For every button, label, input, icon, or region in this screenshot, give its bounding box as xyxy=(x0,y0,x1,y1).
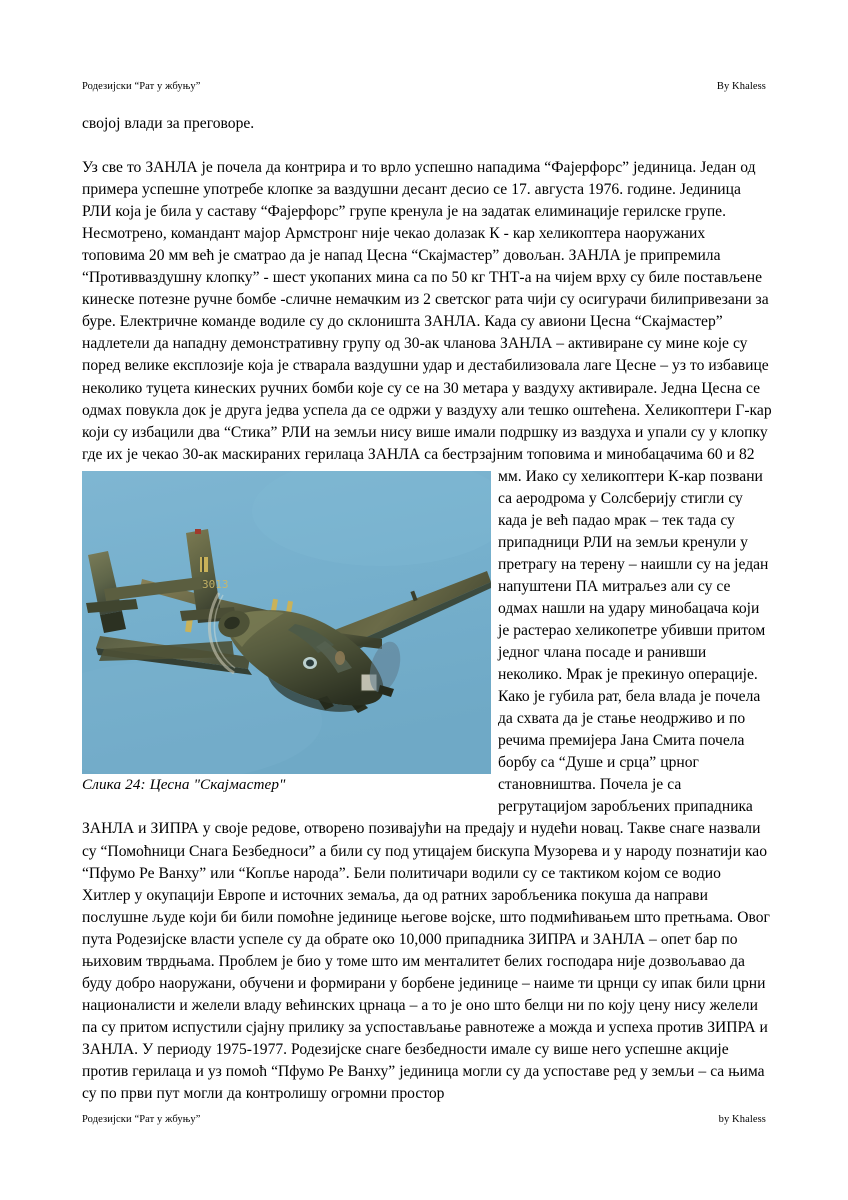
running-footer-title: Родезијски “Рат у жбуњу” xyxy=(82,1114,201,1125)
main-paragraph xyxy=(82,157,772,1105)
running-header-author: By Khaless xyxy=(716,81,766,92)
figure-image xyxy=(82,471,491,774)
main-paragraph-part-2: бестрзајним топовима и минобацачима 60 и 82 мм. Иако су хеликоптери К-кар позвани са аеродрома у Солсберију стигли су када је већ падао мрак – тек тада су припадници РЛИ на земљи кренули у претрагу на терену – наишли су на један напуштени ПА митраљез али су се одмах нашли на удару минобацача који је растерао хеликопетре убивши притом једног члана посаде и ранивши неколико. Мрак је прекинуо операције. xyxy=(442,445,769,684)
running-header-title: Родезијски “Рат у жбуњу” xyxy=(82,81,201,92)
document-body xyxy=(82,113,772,1105)
running-header xyxy=(82,80,766,93)
running-footer-author: by Khaless xyxy=(718,1114,766,1125)
main-paragraph-part-3: Како је губила рат, бела влада је почела да схвата да је стање неодрживо и по речима премијера Јана Смита почела борбу са “Душе и срца” црног становништва. Почела је са регрутацијом заробљених припадника ЗАНЛА и ЗИПРА у своје редове, отворено позивајући на предају и нудећи новац. Такве снаге назвали су “Помоћници Снага Безбедноси” а били су под утицајем бискупа Музорева и у народу познатији као “Пфумо Ре Ванху” или “Копље народа”. Бели политичари водили су се тактиком којом се водио Хитлер у окупацији Европе и источних земаља, да од ратних заробљеника покуша да направи послушне људе који би били помоћне јединице његове војске, што подмићивањем што претњама. Овог пута Родезијске власти успеле су да обрате око 10,000 припадника ЗИПРА и ЗАНЛА – опет бар по њиховим тврдњама. Проблем је био у томе што им менталитет белих господара није дозвољавао да буду добро наоружани, обучени и формирани у борбене јединице – наиме ти црнци су ипак били црни националисти и желели владу већинских црнаца – а то је оно што белци ни по коју цену нису желели па су притом испустили сјајну прилику за успостављање равнотеже а можда и успеха против ЗИПРА и ЗАНЛА. У периоду 1975-1977. Родезијске снаге безбедности имале су више него успешне акције против герилаца и уз помоћ “Пфумо Ре Ванху” јединица могли су да успоставе ред у земљи – са њима су по први пут могли да контролишу огромни простор xyxy=(82,688,770,1103)
svg-text:3013: 3013 xyxy=(202,577,229,591)
figure-caption: Слика 24: Цесна "Скајмастер" xyxy=(82,775,286,793)
main-paragraph-part-1: Уз све то ЗАНЛА је почела да контрира и то врло успешно нападима “Фајерфорс” јединица. Један од примера успешне употребе клопке за ваздушни десант десио се 17. августа 1976. године. Јединица РЛИ која је била у саставу “Фајерфорс” групе кренула је на задатак елиминације герилске групе. Несмотрено, командант мајор Армстронг није чекао долазак К - кар хеликоптера наоружаних топовима 20 мм већ је сматрао да је напад Цесна “Скајмастер” довољан. ЗАНЛА је припремила “Противваздушну клопку” - шест укопаних мина са по 50 кг ТНТ-а на чијем врху су биле постављене кинеске потезне ручне бомбе -сличне немачким из 2 светског рата чији су осигурачи билипривезани за буре. Електричне команде водиле су до склоништа ЗАНЛА. Када су авиони Цесна “Скајмастер” надлетели да нападну демонстративну групу од 30-ак чланова ЗАНЛА – активиране су мине које су поред велике експлозије која је стварала ваздушни удар и дестабилизовала лаге Цесне – уз то избавице неколико туцета кинеских ручних бомби које су се на 30 метара у ваздуху активирале. Једна Цесна се одмах повукла док је друга једва успела да се одржи у ваздуху али тешко оштећена. Хеликоптери Г-кар који су избацили два “Стика” РЛИ на земљи нису више имали подршку из ваздуха и упали су у клопку где их је чекао 30-ак маскираних герилаца ЗАНЛА са xyxy=(82,159,772,463)
lead-paragraph: својој влади за преговоре. xyxy=(82,115,255,132)
running-footer xyxy=(82,1113,766,1126)
figure-cessna-skymaster xyxy=(82,471,491,796)
